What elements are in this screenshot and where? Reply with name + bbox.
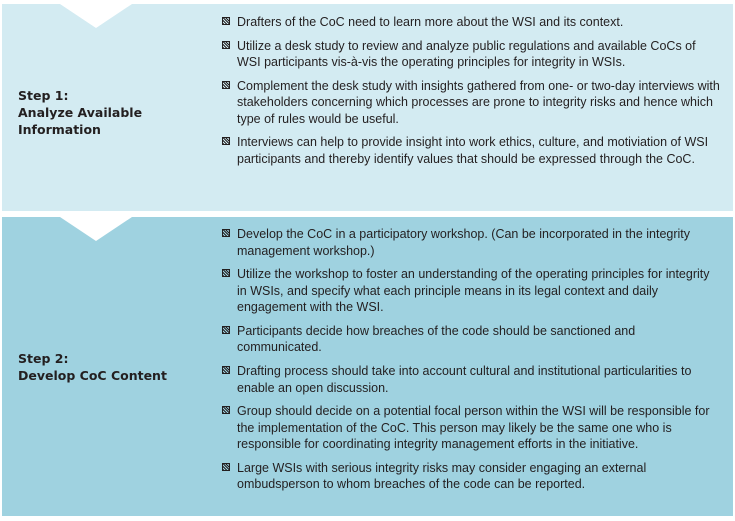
step2-bullet-list bbox=[222, 226, 720, 500]
list-item bbox=[222, 38, 720, 71]
square-bullet-icon bbox=[222, 406, 230, 414]
list-item-text: Complement the desk study with insights gathered from one- or two-day interviews with stakeholders concerning which processes are prone to integrity risks and hence which type of rules would be useful. bbox=[237, 78, 720, 126]
square-bullet-icon bbox=[222, 326, 230, 334]
square-bullet-icon bbox=[222, 137, 230, 145]
list-item-text: Group should decide on a potential focal person within the WSI will be responsible for the implementation of the CoC. This person may likely be the same one who is responsible for coordinating integrity management efforts in the initiative. bbox=[237, 404, 710, 452]
list-item bbox=[222, 403, 720, 453]
list-item bbox=[222, 323, 720, 356]
list-item bbox=[222, 14, 720, 31]
step1-notch bbox=[60, 4, 132, 28]
step2-title bbox=[18, 350, 167, 384]
list-item bbox=[222, 226, 720, 259]
square-bullet-icon bbox=[222, 17, 230, 25]
square-bullet-icon bbox=[222, 463, 230, 471]
step2-panel bbox=[2, 217, 733, 516]
step1-title-line1: Step 1: bbox=[18, 88, 69, 103]
list-item-text: Participants decide how breaches of the code should be sanctioned and communicated. bbox=[237, 323, 636, 355]
square-bullet-icon bbox=[222, 41, 230, 49]
step2-title-line1: Step 2: bbox=[18, 351, 69, 366]
step1-panel bbox=[2, 4, 733, 211]
square-bullet-icon bbox=[222, 269, 230, 277]
step1-title-line2: Analyze Available bbox=[18, 105, 143, 120]
step2-title-line2: Develop CoC Content bbox=[18, 368, 167, 383]
list-item-text: Utilize a desk study to review and analyze public regulations and available CoCs of WSI participants vis-à-vis the operating principles for integrity in WSIs. bbox=[237, 38, 696, 69]
list-item-text: Interviews can help to provide insight into work ethics, culture, and motiviation of WSI participants and thereby identify values that should be expressed through the CoC. bbox=[237, 135, 709, 166]
square-bullet-icon bbox=[222, 229, 230, 237]
step1-title bbox=[18, 87, 142, 138]
list-item bbox=[222, 460, 720, 493]
list-item-text: Drafting process should take into account cultural and institutional particularities to enable an open discussion. bbox=[237, 364, 692, 395]
step1-bullet-list bbox=[222, 14, 720, 174]
list-item-text: Drafters of the CoC need to learn more about the WSI and its context. bbox=[237, 15, 624, 29]
list-item bbox=[222, 363, 720, 396]
list-item-text: Large WSIs with serious integrity risks may consider engaging an external ombudsperson to whom breaches of the code can be reported. bbox=[237, 460, 647, 492]
list-item bbox=[222, 134, 720, 167]
list-item bbox=[222, 266, 720, 316]
list-item-text: Develop the CoC in a participatory workshop. (Can be incorporated in the integrity management workshop.) bbox=[237, 227, 691, 258]
square-bullet-icon bbox=[222, 81, 230, 89]
list-item-text: Utilize the workshop to foster an understanding of the operating principles for integrity in WSIs, and specify what each principle means in its legal context and daily engagement with the WSI. bbox=[237, 267, 710, 315]
step2-notch bbox=[60, 217, 132, 241]
square-bullet-icon bbox=[222, 366, 230, 374]
step1-title-line3: Information bbox=[18, 122, 101, 137]
list-item bbox=[222, 78, 720, 128]
